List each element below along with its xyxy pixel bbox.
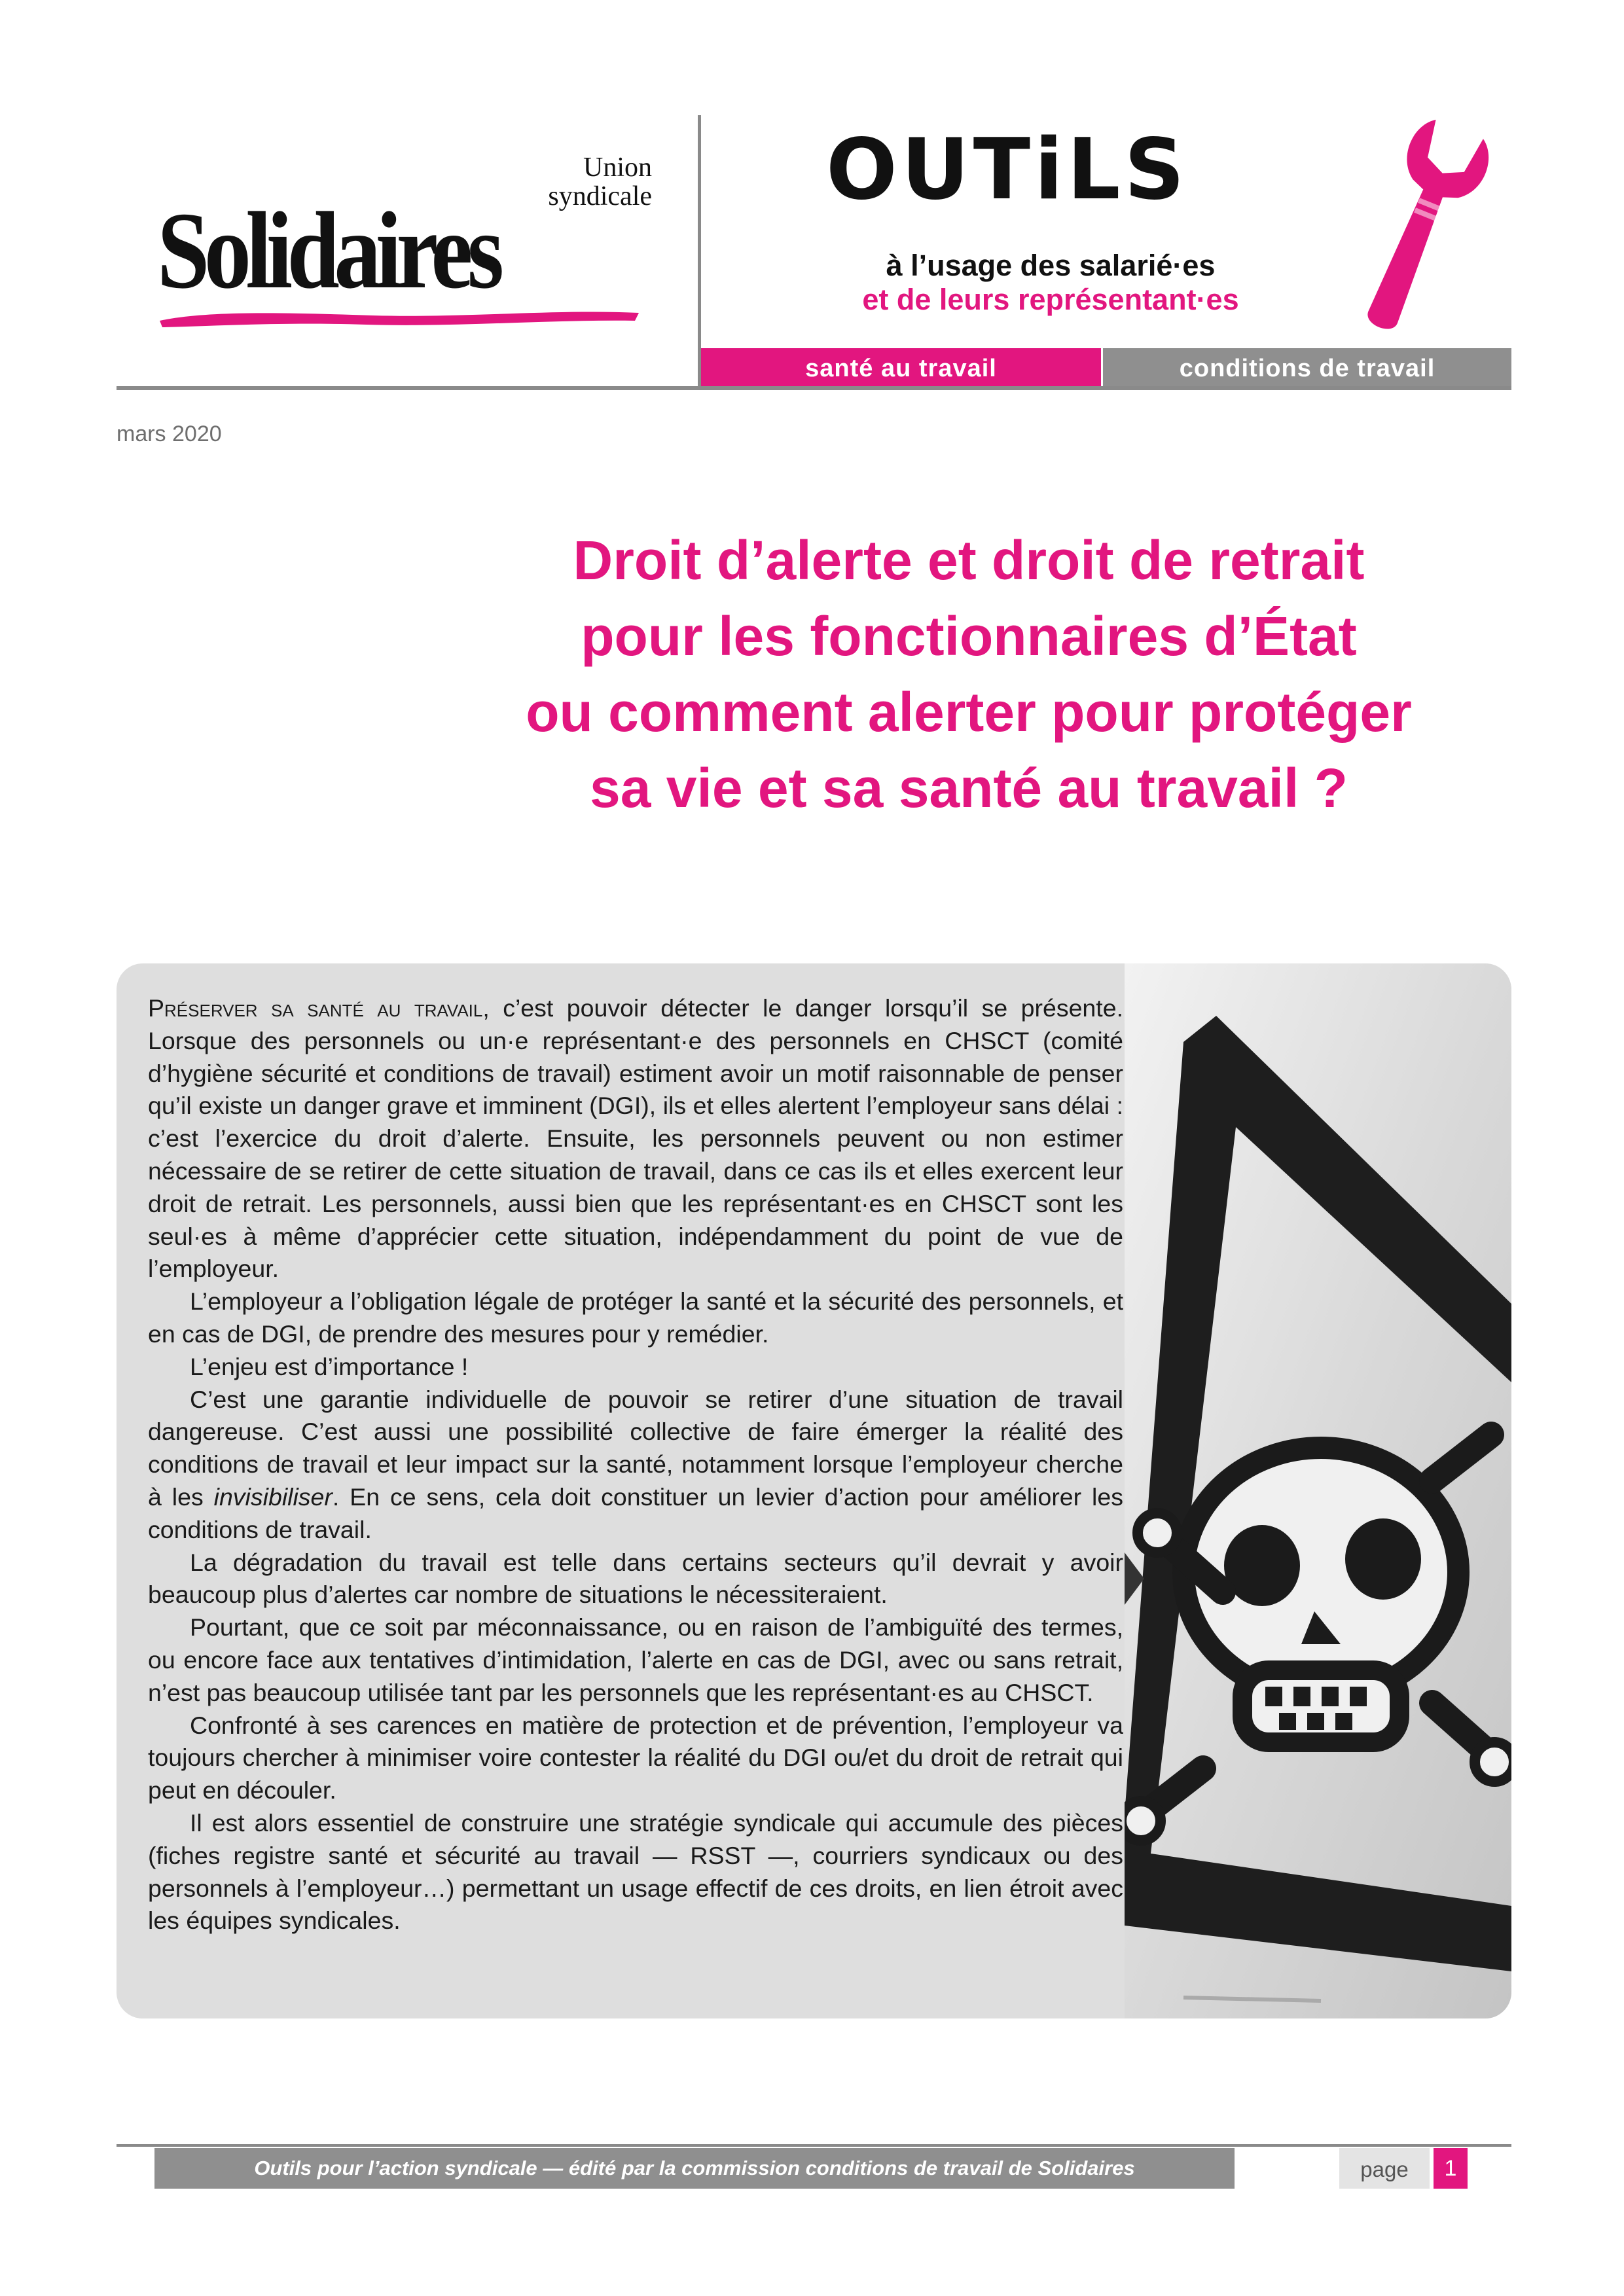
title-line-1: Droit d’alerte et droit de retrait: [573, 529, 1365, 591]
header-rule: [117, 386, 1511, 390]
outils-title: OUTiLS: [826, 121, 1189, 219]
intro-box: [117, 963, 1511, 2018]
intro-paragraph: [148, 1384, 1123, 1547]
intro-text: [148, 992, 1123, 1937]
wrench-icon: [1348, 111, 1506, 347]
intro-lead: Préserver sa santé au travail: [148, 994, 483, 1022]
intro-paragraph: Pourtant, que ce soit par méconnaissance, ou en raison de l’ambiguïté des termes, ou encore face aux tentatives d’intimidation, l’alerte en cas de DGI, avec ou sans retrait, n’est pas beaucoup utilisée tant par les personnels que les représentant·es au CHSCT.: [148, 1613, 1123, 1706]
intro-paragraph: La dégradation du travail est telle dans certains secteurs qu’il devrait y avoir beaucoup plus d’alertes car nombre de situations le nécessiteraient.: [148, 1548, 1123, 1609]
intro-paragraph: Il est alors essentiel de construire une stratégie syndicale qui accumule des pièces (fiches registre santé et sécurité au travail — RSST —, courriers syndicaux ou des personnels à l’employeur…) permettant un usage effectif de ces droits, en lien étroit avec les équipes syndicales.: [148, 1808, 1123, 1935]
intro-p4-text-b: . En ce sens, cela doit constituer un levier d’action pour améliorer les conditions de travail.: [148, 1482, 1123, 1543]
logo-solidaires: Solidaires: [157, 190, 499, 312]
title-line-2: pour les fonctionnaires d’État: [581, 605, 1357, 667]
intro-paragraph: Confronté à ses carences en matière de protection et de prévention, l’employeur va toujours chercher à minimiser voire contester la réalité du DGI ou/et du droit de retrait qui peut en découler.: [148, 1711, 1123, 1804]
footer-rule: [117, 2144, 1511, 2147]
intro-p1-text: , c’est pouvoir détecter le danger lorsqu’il se présente. Lorsque des personnels ou un·e représentant·e des personnels en CHSCT (comité d’hygiène sécurité et conditions de travail) estiment avoir un motif raisonnable de penser qu’il existe un danger grave et imminent (DGI), ils et elles alertent l’employeur sans délai : c’est l’exercice du droit d’alerte. Ensuite, les personnels peuvent ou non estimer nécessaire de se retirer de cette situation de travail, dans ce cas ils et elles exercent leur droit de retrait. Les personnels, aussi bien que les représentant·es en CHSCT sont les seul·es à même d’apprécier cette situation, indépendamment du point de vue de l’employeur.: [148, 994, 1123, 1283]
tag-sante-au-travail: santé au travail: [701, 348, 1101, 389]
footer-page-label: page: [1339, 2148, 1430, 2189]
intro-p4-emphasis: invisibiliser: [213, 1482, 333, 1511]
title-line-3: ou comment alerter pour protéger: [526, 681, 1412, 743]
logo-union-syndicale: Union syndicale: [548, 152, 652, 211]
footer-page-number: 1: [1434, 2148, 1468, 2189]
skull-crossbones-warning-photo: [1125, 963, 1511, 2018]
title-line-4: sa vie et sa santé au travail ?: [590, 757, 1348, 819]
footer-credit: Outils pour l’action syndicale — édité par la commission conditions de travail de Solidaires: [154, 2148, 1235, 2189]
publication-date: mars 2020: [117, 422, 222, 446]
outils-subtitle-line2: et de leurs représentant·es: [862, 283, 1239, 316]
intro-paragraph: [148, 992, 1123, 1285]
document-title: [367, 522, 1571, 826]
logo-brush-stroke: [157, 304, 641, 330]
outils-subtitle-line1: à l’usage des salarié·es: [886, 249, 1216, 282]
intro-p4-text-a: C’est une garantie individuelle de pouvoir se retirer d’une situation de travail dangereuse. C’est aussi une possibilité collective de faire émerger la réalité des conditions de travail et leur impact sur la santé, notamment lorsque l’employeur cherche à les: [148, 1385, 1123, 1511]
intro-paragraph: L’enjeu est d’importance !: [190, 1352, 469, 1380]
tag-conditions-de-travail: conditions de travail: [1103, 348, 1511, 389]
intro-paragraph: L’employeur a l’obligation légale de protéger la santé et la sécurité des personnels, et en cas de DGI, de prendre des mesures pour y remédier.: [148, 1287, 1123, 1348]
